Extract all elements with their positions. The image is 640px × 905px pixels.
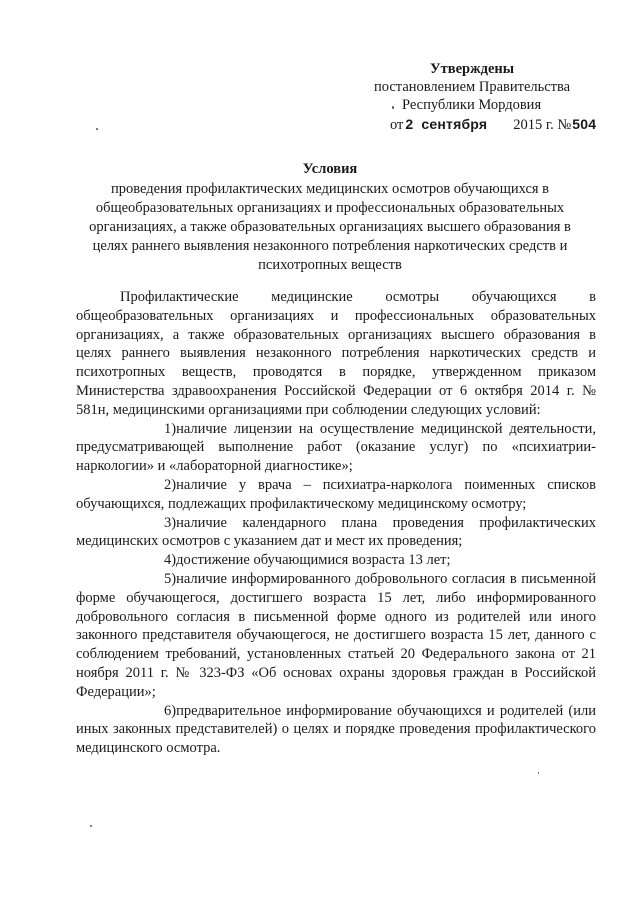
heading-subtitle-line: общеобразовательных организациях и профессиональных образовательных: [95, 200, 565, 216]
condition-number: 3): [164, 514, 177, 531]
condition-text: наличие лицензии на осуществление медицинской деятельности, предусматривающей выполнение работ (оказание услуг) по «психиатрии-наркологии» и «лабораторной диагностике»;: [76, 420, 596, 475]
condition-text: наличие у врача – психиатра-нарколога поименных списков обучающихся, подлежащих профилактическому медицинскому осмотру;: [76, 476, 596, 512]
condition-number: 1): [164, 420, 177, 437]
condition-number: 4): [164, 552, 177, 569]
condition-number: 2): [164, 476, 177, 493]
approval-title: Утверждены: [430, 61, 515, 77]
heading-subtitle-line: проведения профилактических медицинских осмотров обучающихся в: [110, 181, 550, 197]
heading-subtitle-line: психотропных веществ: [258, 257, 402, 273]
condition-item-4: [76, 551, 596, 570]
condition-item-3: [76, 514, 596, 552]
intro-paragraph: Профилактические медицинские осмотры обучающихся в общеобразовательных организациях и профессиональных образовательных организациях, а также образовательных организациях высшего образования в целях раннего выявления незаконного потребления наркотических средств и психотропных веществ, проводятся в порядке, утвержденном приказом Министерства здравоохранения Российской Федерации от 6 октября 2014 г. № 581н, медицинскими организациями при соблюдении следующих условий:: [76, 289, 596, 418]
approval-line-republic: Республики Мордовия: [402, 97, 542, 113]
condition-number: 5): [164, 570, 177, 587]
approval-date-line: [360, 115, 610, 134]
condition-number: 6): [164, 702, 177, 719]
condition-text: достижение обучающимися возраста 13 лет;: [176, 552, 451, 569]
condition-text: наличие календарного плана проведения профилактических медицинских осмотров с указанием дат и мест их проведения;: [76, 514, 596, 550]
condition-item-1: [76, 420, 596, 476]
condition-item-5: [76, 570, 596, 702]
heading-subtitle-line: целях раннего выявления незаконного потребления наркотических средств и: [92, 238, 568, 254]
scan-speck: [538, 772, 539, 774]
approval-date-prefix: от: [390, 117, 404, 133]
condition-item-2: [76, 476, 596, 514]
document-body: [76, 288, 596, 758]
heading-title: Условия: [302, 161, 358, 177]
approval-block: [360, 60, 610, 134]
condition-item-6: [76, 702, 596, 758]
document-heading: [60, 160, 600, 275]
approval-date-month: сентября: [421, 116, 488, 132]
scan-speck: [96, 128, 98, 130]
heading-subtitle-line: организациях, а также образовательных организациях высшего образования в: [89, 219, 571, 235]
condition-text: предварительное информирование обучающихся и родителей (или иных законных представителей) о целях и порядке проведения профилактического медицинского осмотра.: [76, 702, 596, 757]
approval-date-number: 504: [572, 116, 597, 132]
scan-speck: [392, 106, 394, 109]
scan-speck: [90, 825, 92, 827]
approval-date-day: 2: [405, 116, 414, 132]
approval-date-year: 2015 г. №: [513, 117, 572, 133]
condition-text: наличие информированного добровольного согласия в письменной форме обучающегося, достигшего возраста 15 лет, либо информированного добровольного согласия в письменной форме одного из родителей или иного законного представителя обучающегося, не достигшего возраста 15 лет, данного с соблюдением требований, установленных статьей 20 Федерального закона от 21 ноября 2011 г. № 323-ФЗ «Об основах охраны здоровья граждан в Российской Федерации»;: [76, 570, 596, 700]
approval-line-government: постановлением Правительства: [374, 79, 571, 95]
